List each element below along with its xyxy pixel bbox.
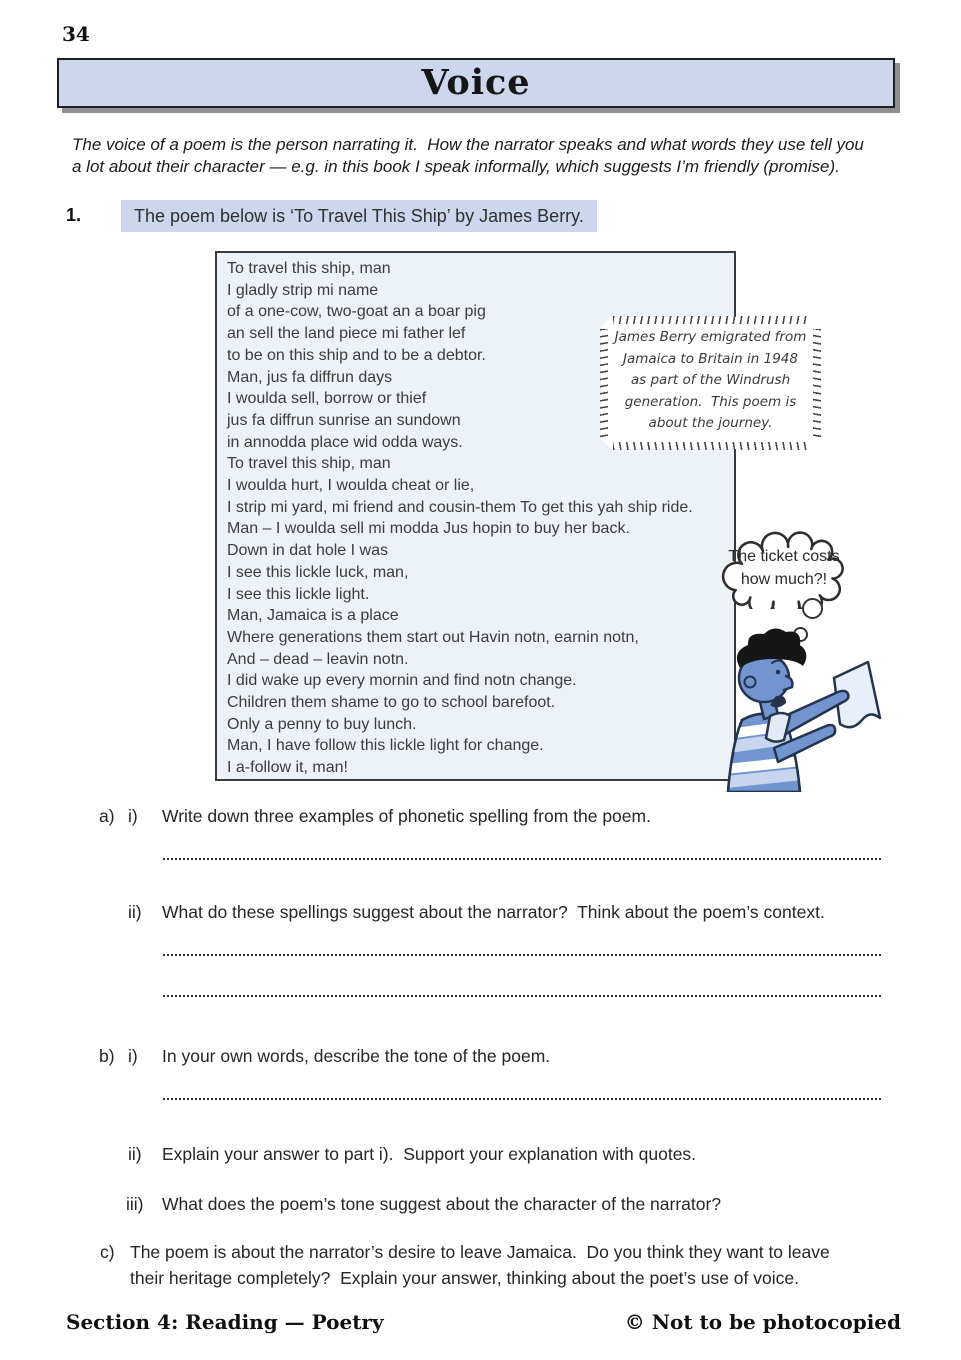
intro-text xyxy=(72,134,864,177)
answer-line xyxy=(163,987,881,997)
question-b-i-text: In your own words, describe the tone of the poem. xyxy=(162,1046,551,1066)
thought-bubble-text xyxy=(712,546,856,591)
question-b-ii-text: Explain your answer to part i). Support your explanation with quotes. xyxy=(162,1144,697,1164)
poem-line: Down in dat hole I was xyxy=(227,542,388,560)
poem-line: in annodda place wid odda ways. xyxy=(227,433,463,451)
boy-reading-ticket-illustration xyxy=(716,622,888,792)
tick-border-right xyxy=(813,329,821,437)
thought-trail-dot xyxy=(802,598,823,619)
question-b-label: b) xyxy=(99,1046,115,1066)
question-a-label: a) xyxy=(99,806,115,826)
boy-eye xyxy=(776,670,781,675)
poem-line: Man – I woulda sell mi modda Jus hopin to buy her back. xyxy=(227,520,630,538)
answer-line xyxy=(163,1090,881,1100)
question-a-i-label: i) xyxy=(128,806,138,826)
question-a-ii-text: What do these spellings suggest about the narrator? Think about the poem’s context. xyxy=(162,902,825,922)
poem-line: I strip mi yard, mi friend and cousin-them To get this yah ship ride. xyxy=(227,498,693,516)
question-a-i-text: Write down three examples of phonetic spelling from the poem. xyxy=(162,806,651,826)
annotation-line: Jamaica to Britain in 1948 xyxy=(623,350,798,367)
poem-line: I did wake up every mornin and find notn change. xyxy=(227,672,577,690)
annotation-line: generation. This poem is xyxy=(624,393,797,410)
poem-line: Man, jus fa diffrun days xyxy=(227,368,393,386)
question-b-iii-label: iii) xyxy=(126,1194,144,1214)
question-a-ii-label: ii) xyxy=(128,902,142,922)
footer-section-label: Section 4: Reading — Poetry xyxy=(66,1310,384,1334)
question-c-line-1: The poem is about the narrator’s desire to leave Jamaica. Do you think they want to leave xyxy=(130,1242,830,1262)
poem-line: Man, Jamaica is a place xyxy=(227,607,399,625)
tick-border-top xyxy=(613,316,808,324)
annotation-line: about the journey. xyxy=(648,415,773,431)
poem-line: And – dead – leavin notn. xyxy=(227,650,409,668)
title-banner xyxy=(57,58,895,108)
poem-line: I see this lickle light. xyxy=(227,585,370,603)
question-1-prompt: The poem below is ‘To Travel This Ship’ by James Berry. xyxy=(121,200,597,232)
page-number: 34 xyxy=(62,22,90,46)
thought-line: how much?! xyxy=(740,570,828,588)
poem-line: I a-follow it, man! xyxy=(227,759,348,777)
poem-line: To travel this ship, man xyxy=(227,260,391,277)
tick-border-bottom xyxy=(613,442,808,450)
intro-line-2: a lot about their character — e.g. in this book I speak informally, which suggests I’m friendly (promise). xyxy=(72,156,840,176)
page-title: Voice xyxy=(421,62,531,103)
poem-line: I woulda sell, borrow or thief xyxy=(227,390,427,408)
annotation-line: as part of the Windrush xyxy=(630,372,791,388)
question-b-i-label: i) xyxy=(128,1046,138,1066)
thought-line: The ticket costs xyxy=(728,548,840,565)
context-annotation xyxy=(601,317,820,449)
poem-line: Where generations them start out Havin notn, earnin notn, xyxy=(227,628,639,646)
question-1-number: 1. xyxy=(66,205,82,225)
question-c-text xyxy=(130,1240,830,1291)
poem-line: Man, I have follow this lickle light for change. xyxy=(227,737,544,755)
poem-line: I see this lickle luck, man, xyxy=(227,563,409,581)
boy-ear xyxy=(745,677,756,688)
poem-line: To travel this ship, man xyxy=(227,455,391,473)
poem-line: I woulda hurt, I woulda cheat or lie, xyxy=(227,477,475,495)
tick-border-left xyxy=(600,329,608,437)
question-b-ii-label: ii) xyxy=(128,1144,142,1164)
poem-line: I gladly strip mi name xyxy=(227,281,379,299)
intro-line-1: The voice of a poem is the person narrating it. How the narrator speaks and what words they use tell you xyxy=(72,135,864,154)
question-b-iii-text: What does the poem’s tone suggest about the character of the narrator? xyxy=(162,1194,722,1214)
footer-copyright: © Not to be photocopied xyxy=(624,1310,901,1334)
poem-line: jus fa diffrun sunrise an sundown xyxy=(227,411,461,429)
poem-line: to be on this ship and to be a debtor. xyxy=(227,346,486,364)
poem-line: Only a penny to buy lunch. xyxy=(227,715,417,733)
poem-line: Children them shame to go to school barefoot. xyxy=(227,694,556,712)
poem-line: of a one-cow, two-goat an a boar pig xyxy=(227,303,486,321)
question-c-label: c) xyxy=(100,1242,115,1262)
annotation-line: James Berry emigrated from xyxy=(614,329,807,345)
poem-line: an sell the land piece mi father lef xyxy=(227,325,466,343)
answer-line xyxy=(163,946,881,956)
question-c-line-2: their heritage completely? Explain your answer, thinking about the poet’s use of voice. xyxy=(130,1267,799,1288)
answer-line xyxy=(163,850,881,860)
annotation-text xyxy=(601,317,820,435)
